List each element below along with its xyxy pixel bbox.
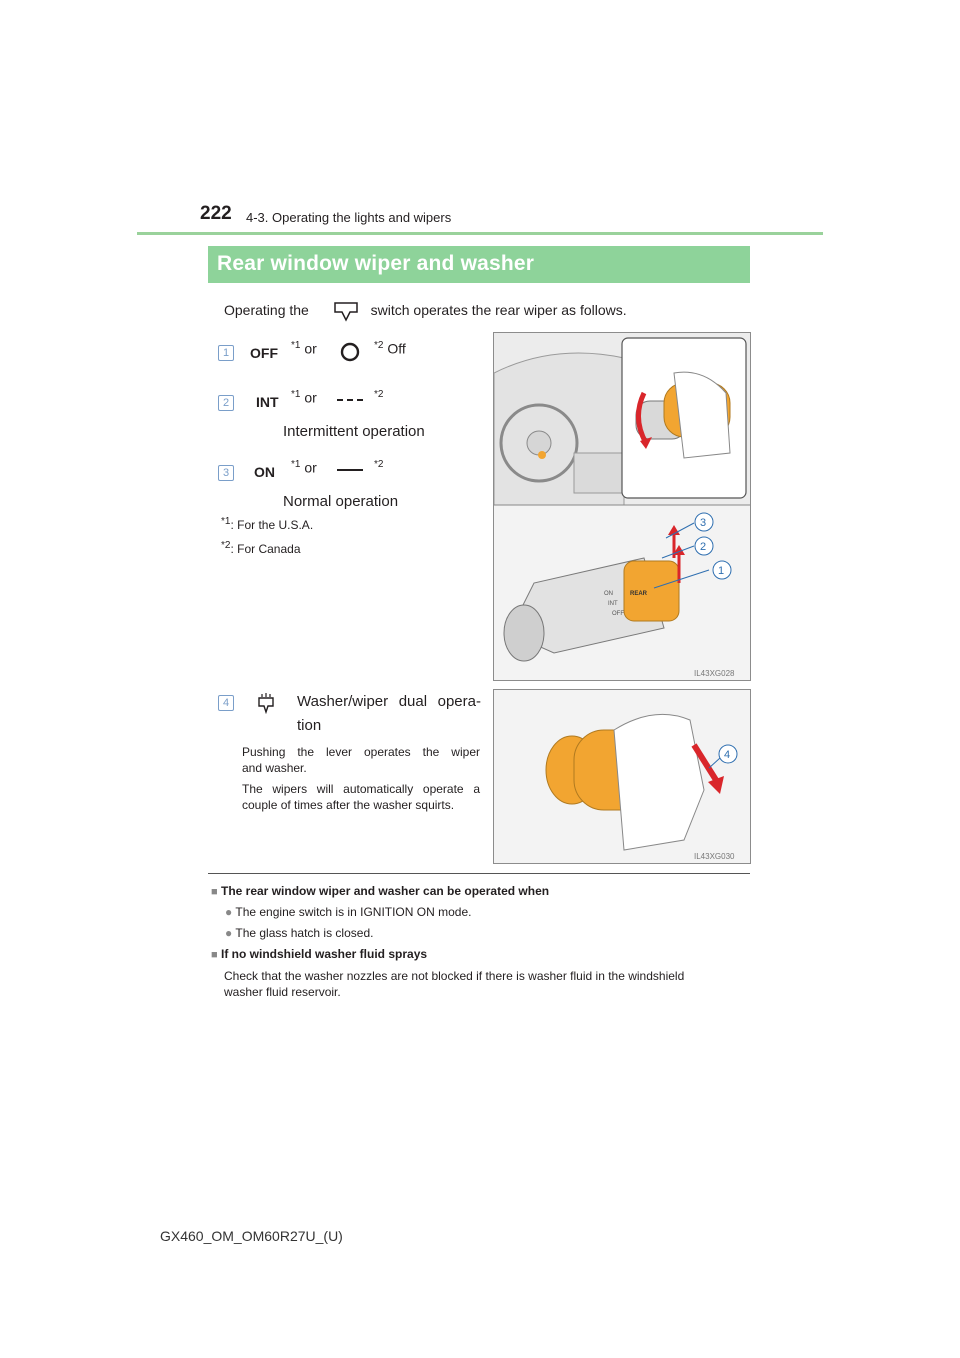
washer-illustration [494,690,750,863]
rear-washer-icon [255,692,277,714]
item-1-options: $^{*1}$ or [291,340,317,357]
notes-rule [208,873,750,874]
circle-icon [340,342,360,362]
banner-title: Rear window wiper and washer [217,252,535,275]
intro-after: switch operates the rear wiper as follows. [370,302,627,318]
callout-4: 4 [724,749,731,761]
lever-label-off: OFF [612,611,624,617]
item-3-canada: *2 [374,459,384,470]
callout-2: 2 [700,541,707,553]
item-keyword-on: ON [254,464,275,480]
item-2-options: $^{*1}$ or [291,389,317,406]
rear-wiper-switch-icon [332,300,360,322]
lever-label-on: ON [604,591,613,597]
section-title: 4-3. Operating the lights and wipers [246,210,452,225]
item-keyword-off: OFF [250,345,278,361]
item-3-description: Normal operation [283,493,399,510]
document-code: GX460_OM_OM60R27U_(U) [160,1228,343,1244]
item-4-line-2: tion [297,717,322,734]
item-4-paragraph-2: The wipers will automatically operate a couple of times after the washer squirts. [242,782,480,812]
lever-label-rear: REAR [630,591,648,597]
note-heading-1: ■ The rear window wiper and washer can be operated when [211,884,550,898]
item-number-1: 1 [218,345,234,361]
figure-washer-operation [493,689,751,864]
note-heading-2: ■ If no windshield washer fluid sprays [211,947,428,961]
note-bullet-2: ● The glass hatch is closed. [225,926,374,940]
item-number-4: 4 [218,695,234,711]
solid-line-icon [336,467,364,473]
intro-text [224,302,627,318]
page-number: 222 [200,203,232,224]
figure-code-1: IL43XG028 [694,669,735,678]
item-4-paragraph-1: Pushing the lever operates the wiper and washer. [242,745,480,775]
header-rule [137,232,823,235]
item-3-options: $^{*1}$ or [291,459,317,476]
item-1-canada: $^{*2}$ Off [374,340,406,357]
item-2-canada: *2 [374,389,384,400]
intro-before: Operating the [224,302,309,318]
item-number-2: 2 [218,395,234,411]
item-keyword-int: INT [256,394,279,410]
section-banner [208,246,750,283]
item-2-description: Intermittent operation [283,423,425,440]
note-bullet-1: ● The engine switch is in IGNITION ON mode. [225,905,472,919]
lever-illustration [494,333,750,680]
dashed-line-icon [336,396,364,404]
footnote-2: $^{*2}$: For Canada [221,540,301,556]
item-number-3: 3 [218,465,234,481]
note-body-2: Check that the washer nozzles are not blocked if there is washer fluid in the windshield washer fluid reservoir. [224,969,685,999]
callout-3: 3 [700,517,707,529]
lever-label-int: INT [608,601,618,607]
callout-1: 1 [718,565,725,577]
item-4-line-1: Washer/wiper dual opera- [297,693,481,710]
figure-code-2: IL43XG030 [694,852,735,861]
figure-lever-positions [493,332,751,681]
footnote-1: $^{*1}$: For the U.S.A. [221,516,314,532]
